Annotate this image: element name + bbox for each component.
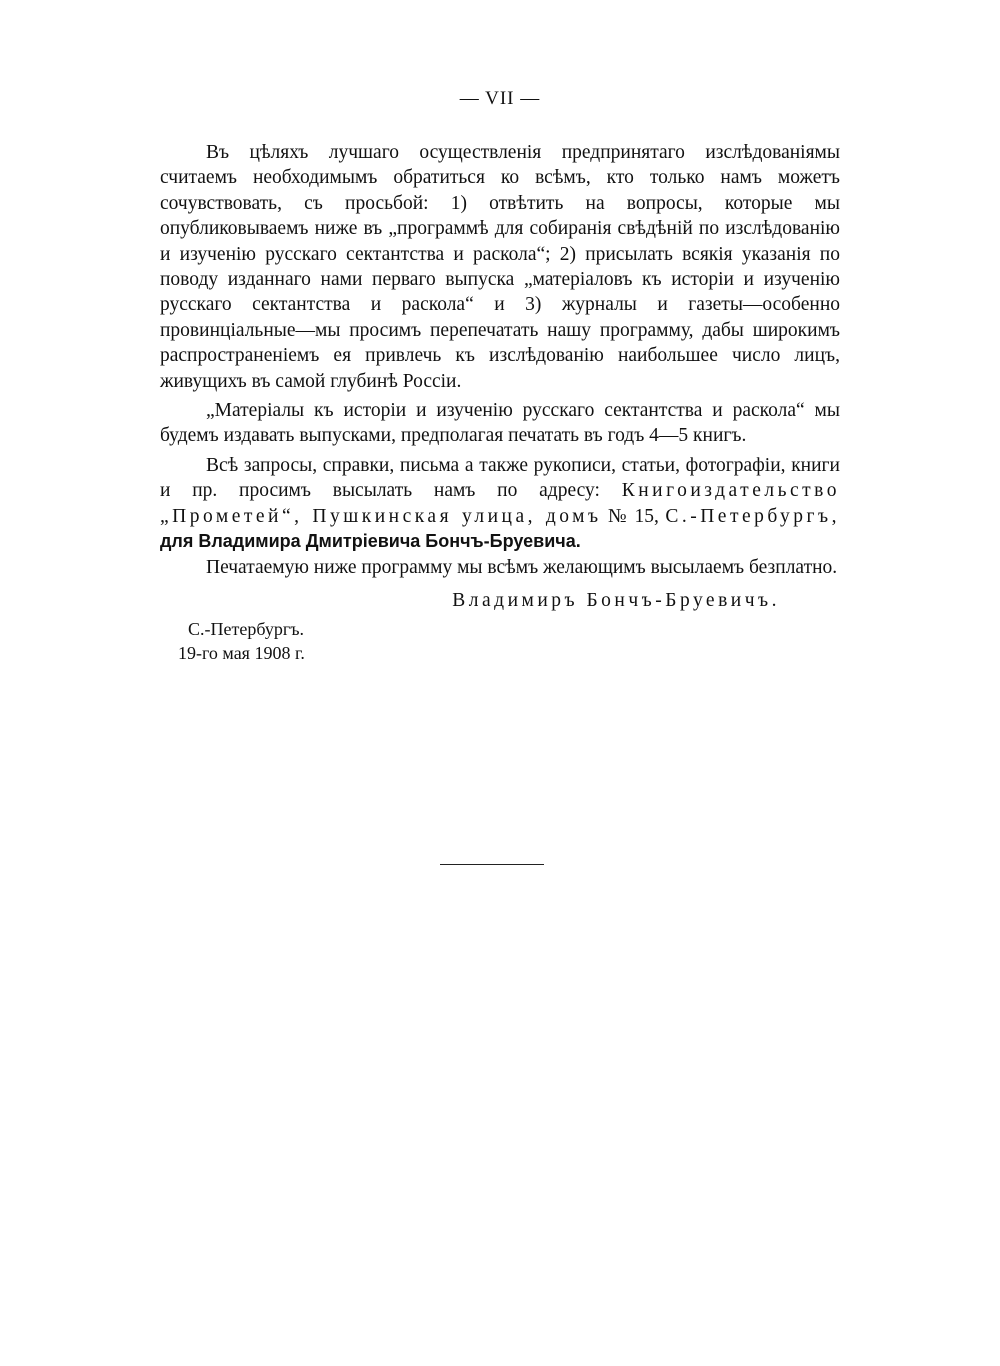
signature: Владимиръ Бончъ-Бруевичъ. <box>452 589 780 611</box>
paragraph-free-mailing: Печатаемую ниже программу мы всѣмъ желающимъ высылаемъ безплатно. <box>206 556 838 578</box>
date-line: 19-го мая 1908 г. <box>178 643 305 664</box>
paragraph-publication-plan: „Матеріалы къ исторіи и изученію русскаго сектантства и раскола“ мы будемъ издавать выпусками, предполагая печатать въ годъ 4—5 книгъ. <box>160 400 840 447</box>
house-number: № 15, <box>601 505 666 527</box>
page-number: — VII — <box>459 88 541 109</box>
paragraph-appeal: Въ цѣляхъ лучшаго осуществленія предпринятаго изслѣдованіямы считаемъ необходимымъ обратиться ко всѣмъ, кто только намъ можетъ сочувствовать, съ просьбой: 1) отвѣтить на вопросы, которые мы опубликовываемъ ниже въ „программѣ для собиранія свѣдѣній по изслѣдованію и изученію русскаго сектантства и раскола“; 2) присылать всякія указанія по поводу изданнаго нами перваго выпуска „матеріаловъ къ исторіи и изученію русскаго сектантства и раскола“ и 3) журналы и газеты—особенно провинціальные—мы просимъ перепечатать нашу программу, дабы широкимъ распространеніемъ ея привлечь къ изслѣдованію наибольшее число лицъ, живущихъ въ самой глубинѣ Россіи. <box>160 142 840 392</box>
address-lead: Всѣ запросы, справки, письма а также рукописи, статьи, фотографіи, книги и пр. просимъ высылать намъ по адресу: <box>160 454 840 502</box>
paragraph-address <box>160 453 840 555</box>
place-line: С.-Петербургъ. <box>188 619 305 640</box>
place-date <box>178 617 840 665</box>
publisher-address: Книгоиздательство „Прометей“, Пушкинская улица, домъ <box>160 480 840 527</box>
body-text <box>160 140 840 665</box>
closing-rule <box>440 864 544 865</box>
city-name: С.-Петербургъ, <box>665 505 841 527</box>
addressee-name: для Владимира Дмитріевича Бончъ-Бруевича. <box>160 531 581 552</box>
